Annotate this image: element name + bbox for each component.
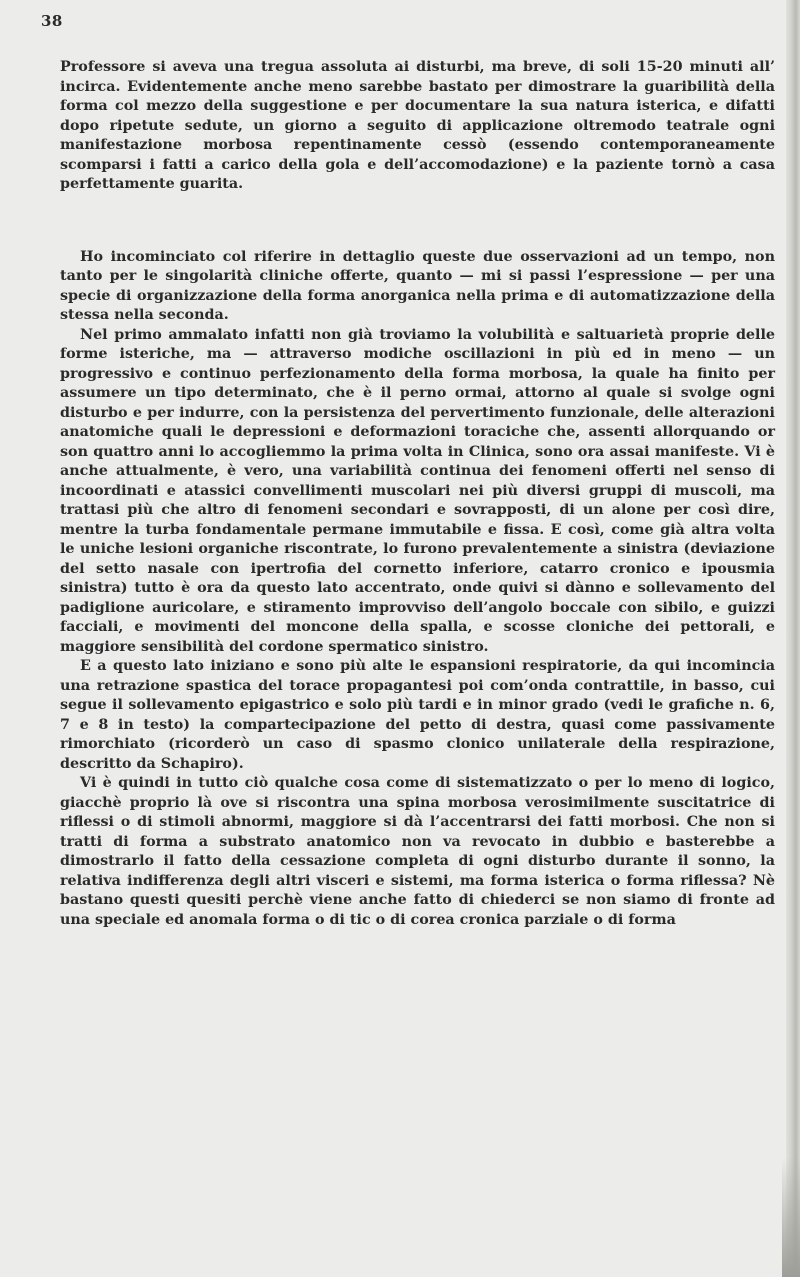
paragraph: Professore si aveva una tregua assoluta ai disturbi, ma breve, di soli 15-20 minuti all’ incirca. Evidentemente anche meno sarebbe bastato per dimostrare la guaribilità della forma col mezzo della suggestione e per documentare la sua natura isterica, e difatti dopo ripetute sedute, un giorno a seguito di applicazione oltremodo teatrale ogni manifestazione morbosa repentinamente cessò (essendo contemporaneamente scomparsi i fatti a carico della gola e dell’accomodazione) e la paziente tornò a casa perfettamente guarita. — [60, 59, 775, 192]
page-edge-shadow — [786, 0, 800, 1277]
page-number: 38 — [41, 12, 63, 30]
page-corner-shadow — [782, 1157, 800, 1277]
paragraph: E a questo lato iniziano e sono più alte le espansioni respiratorie, da qui incomincia una retrazione spastica del torace propagantesi poi com’onda contrattile, in basso, cui segue il sollevamento epigastrico e solo più tardi e in minor grado (vedi le grafiche n. 6, 7 e 8 in testo) la compartecipazione del petto di destra, quasi come passivamente rimorchiato (ricorderò un caso di spasmo clonico unilaterale della respirazione, descritto da Schapiro). — [60, 658, 775, 772]
paragraph: Ho incominciato col riferire in dettaglio queste due osservazioni ad un tempo, non tanto per le singolarità cliniche offerte, quanto — mi si passi l’espressione — per una specie di organizzazione della forma anorganica nella prima e di automatizzazione della stessa nella seconda. — [60, 248, 775, 323]
paragraph: Vi è quindi in tutto ciò qualche cosa come di sistematizzato o per lo meno di logico, giacchè proprio là ove si riscontra una spina morbosa verosimilmente suscitatrice di riflessi o di stimoli abnormi, maggiore si dà l’accentrarsi dei fatti morbosi. Che non si tratti di forma a substrato anatomico non va revocato in dubbio e basterebbe a dimostrarlo il fatto della cessazione completa di ogni disturbo durante il sonno, la relativa indifferenza degli altri visceri e sistemi, ma forma isterica o forma riflessa? Nè bastano questi quesiti perchè viene anche fatto di chiederci se non siamo di fronte ad una speciale ed anomala forma o di tic o di corea cronica parziale o di forma — [60, 775, 775, 928]
paragraph: Nel primo ammalato infatti non già troviamo la volubilità e saltuarietà proprie delle forme isteriche, ma — attraverso modiche oscillazioni in più ed in meno — un progressivo e continuo perfezionamento della forma morbosa, la quale ha finito per assumere un tipo determinato, che è il perno ormai, attorno al quale si svolge ogni disturbo e per indurre, con la persistenza del pervertimento funzionale, delle alterazioni anatomiche quali le depressioni e deformazioni toraciche che, assenti allorquando or son quattro anni lo accogliemmo la prima volta in Clinica, sono ora assai manifeste. Vi è anche attualmente, è vero, una variabilità continua dei fenomeni offerti nel senso di incoordinati e atassici convellimenti muscolari nei più diversi gruppi di muscoli, ma trattasi più che altro di fenomeni secondari e sovrapposti, di un alone per così dire, mentre la turba fondamentale permane immutabile e fissa. E così, come già altra volta le uniche lesioni organiche riscontrate, lo furono prevalentemente a sinistra (deviazione del setto nasale con ipertrofia del cornetto inferiore, catarro cronico e ipousmia sinistra) tutto è ora da questo lato accentrato, onde quivi si dànno e sollevamento del padiglione auricolare, e stiramento improvviso dell’angolo boccale con sibilo, e guizzi facciali, e movimenti del moncone della spalla, e scosse cloniche dei pettorali, e maggiore sensibilità del cordone spermatico sinistro. — [60, 326, 775, 655]
body-text — [60, 58, 775, 930]
